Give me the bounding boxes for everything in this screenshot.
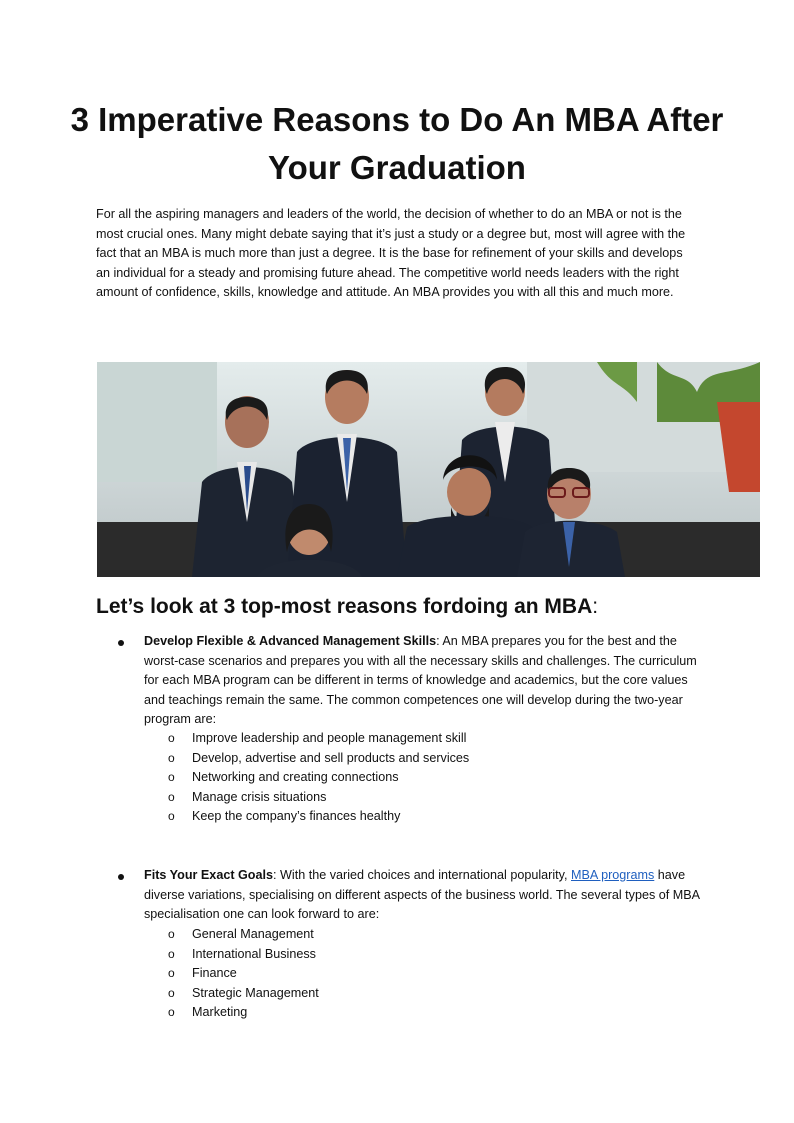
circle-bullet-icon: o	[168, 750, 175, 765]
circle-bullet-icon: o	[168, 1005, 175, 1019]
reason-text: : An MBA prepares you for the best and the worst-case scenarios and prepares you with all the necessary skills and challenges. The curriculum for each MBA program can be different in terms of knowledge and academics, but the core values and teachings remain the same. The common competences one will develop during the two-year program are:	[144, 634, 697, 726]
list-item: o Manage crisis situations	[168, 788, 469, 808]
circle-bullet-icon: o	[168, 809, 175, 823]
reason-title: Fits Your Exact Goals	[144, 868, 274, 882]
circle-bullet-icon: o	[168, 789, 175, 804]
circle-bullet-icon: o	[168, 946, 175, 961]
bullet-icon	[118, 640, 124, 646]
list-item: o General Management	[168, 925, 319, 945]
list-item: o International Business	[168, 945, 319, 965]
list-item: o Strategic Management	[168, 984, 319, 1004]
list-item: o Finance	[168, 964, 319, 984]
reason-paragraph: Fits Your Exact Goals: With the varied choices and international popularity, MBA programs have diverse variations, specialising on different aspects of the business world. The several types of MBA specialisation one can look forward to are:	[144, 868, 700, 921]
page-title: 3 Imperative Reasons to Do An MBA After Your Graduation	[70, 101, 724, 186]
list-item: o Marketing	[168, 1003, 319, 1023]
specialisation-list	[168, 925, 319, 1023]
reason-title: Develop Flexible & Advanced Management Skills	[144, 634, 437, 648]
list-item: o Develop, advertise and sell products and services	[168, 749, 469, 769]
circle-bullet-icon: o	[168, 966, 175, 980]
mba-programs-link[interactable]: MBA programs	[571, 868, 655, 882]
bullet-icon	[118, 874, 124, 880]
list-item: o Improve leadership and people management skill	[168, 729, 469, 749]
competences-list	[168, 729, 469, 827]
circle-bullet-icon: o	[168, 731, 175, 745]
section-heading: Let’s look at 3 top-most reasons fordoing an MBA:	[96, 595, 599, 618]
list-item: o Keep the company’s finances healthy	[168, 807, 469, 827]
list-item: o Networking and creating connections	[168, 768, 469, 788]
circle-bullet-icon: o	[168, 985, 175, 1000]
circle-bullet-icon: o	[168, 927, 175, 941]
students-photo	[97, 362, 760, 577]
intro-paragraph: For all the aspiring managers and leaders of the world, the decision of whether to do an MBA or not is the most crucial ones. Many might debate saying that it’s just a study or a degree but, most will agree with the fact that an MBA is much more than just a degree. It is the base for refinement of your skills and develops an individual for a steady and promising future ahead. The competitive world needs leaders with the right amount of confidence, skills, knowledge and attitude. An MBA provides you with all this and much more.	[96, 207, 686, 299]
circle-bullet-icon: o	[168, 770, 175, 784]
reason-paragraph	[144, 632, 700, 730]
